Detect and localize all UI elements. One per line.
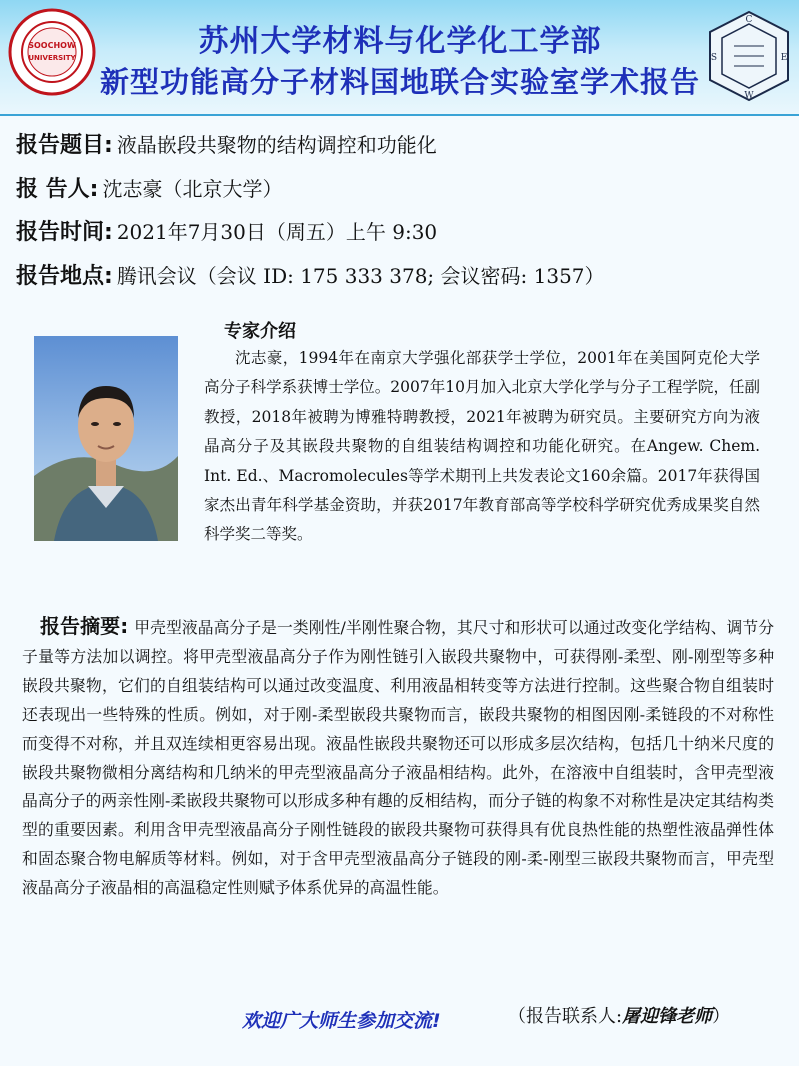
college-emblem-logo bbox=[706, 10, 792, 102]
speaker-label: 报 告人: bbox=[16, 177, 99, 202]
speaker-row bbox=[16, 172, 282, 203]
abstract-text: 甲壳型液晶高分子是一类刚性/半刚性聚合物，其尺寸和形状可以通过改变化学结构、调节分子量等方法加以调控。将甲壳型液晶高分子作为刚性链引入嵌段共聚物中，可获得刚-柔型、刚-刚型等多种嵌段共聚物，它们的自组装结构可以通过改变温度、利用液晶相转变等方法进行控制。这些聚合物自组装时还表现出一些特殊的性质。例如，对于刚-柔型嵌段共聚物而言，嵌段共聚物的相图因刚-柔链段的不对称性而变得不对称，并且双连续相更容易出现。液晶性嵌段共聚物还可以形成多层次结构，包括几十纳米尺度的嵌段共聚物微相分离结构和几纳米的甲壳型液晶高分子液晶相结构。此外，在溶液中自组装时，含甲壳型液晶高分子的两亲性刚-柔嵌段共聚物可以形成多种有趣的反相结构，而分子链的构象不对称性是决定其结构类型的重要因素。利用含甲壳型液晶高分子刚性链段的嵌段共聚物可获得具有优良热性能的热塑性液晶弹性体和固态聚合物电解质等材料。例如，对于含甲壳型液晶高分子链段的刚-柔-刚型三嵌段共聚物而言，甲壳型液晶高分子液晶相的高温稳定性则赋予体系优异的高温性能。 bbox=[22, 618, 774, 898]
svg-text:W: W bbox=[744, 91, 754, 101]
contact-info bbox=[508, 1002, 730, 1028]
bio-heading: 专家介绍 bbox=[224, 321, 296, 342]
abstract-label: 报告摘要: bbox=[40, 614, 129, 638]
svg-text:SOOCHOW: SOOCHOW bbox=[28, 41, 76, 50]
place-value: 腾讯会议（会议 ID: 175 333 378; 会议密码: 1357） bbox=[116, 264, 605, 288]
time-label: 报告时间: bbox=[16, 220, 113, 245]
svg-text:E: E bbox=[780, 53, 788, 63]
bio-text: 沈志豪，1994年在南京大学强化部获学士学位，2001年在美国阿克伦大学高分子科学系获博士学位。2007年10月加入北京大学化学与分子工程学院，任副教授，2018年被聘为博雅特聘教授，2021年被聘为研究员。主要研究方向为液晶高分子及其嵌段共聚物的自组装结构调控和功能化研究。在Angew. Chem. Int. Ed.、Macromolecules等学术期刊上共发表论文160余篇。2017年获得国家杰出青年科学基金资助，并获2017年教育部高等学校科学研究优秀成果奖自然科学奖二等奖。 bbox=[204, 349, 760, 544]
topic-label: 报告题目: bbox=[16, 133, 113, 158]
place-row bbox=[16, 259, 605, 290]
svg-text:UNIVERSITY: UNIVERSITY bbox=[28, 54, 76, 62]
contact-prefix: （报告联系人: bbox=[508, 1006, 623, 1027]
time-row bbox=[16, 215, 437, 246]
svg-text:C: C bbox=[745, 15, 753, 25]
header-banner bbox=[0, 0, 799, 116]
topic-row bbox=[16, 128, 437, 159]
welcome-message: 欢迎广大师生参加交流! bbox=[242, 1010, 441, 1032]
time-value: 2021年7月30日（周五）上午 9:30 bbox=[116, 220, 438, 244]
place-label: 报告地点: bbox=[16, 264, 113, 289]
topic-value: 液晶嵌段共聚物的结构调控和功能化 bbox=[116, 133, 437, 157]
contact-suffix: ） bbox=[712, 1006, 731, 1027]
svg-text:S: S bbox=[710, 53, 718, 63]
speaker-portrait bbox=[34, 336, 178, 541]
university-seal-logo bbox=[8, 8, 96, 96]
abstract bbox=[22, 612, 774, 903]
contact-name: 屠迎锋老师 bbox=[622, 1006, 713, 1027]
speaker-value: 沈志豪（北京大学） bbox=[102, 177, 283, 201]
page-title-line1: 苏州大学材料与化学化工学部 bbox=[198, 24, 602, 59]
page-title-line2: 新型功能高分子材料国地联合实验室学术报告 bbox=[100, 65, 701, 99]
